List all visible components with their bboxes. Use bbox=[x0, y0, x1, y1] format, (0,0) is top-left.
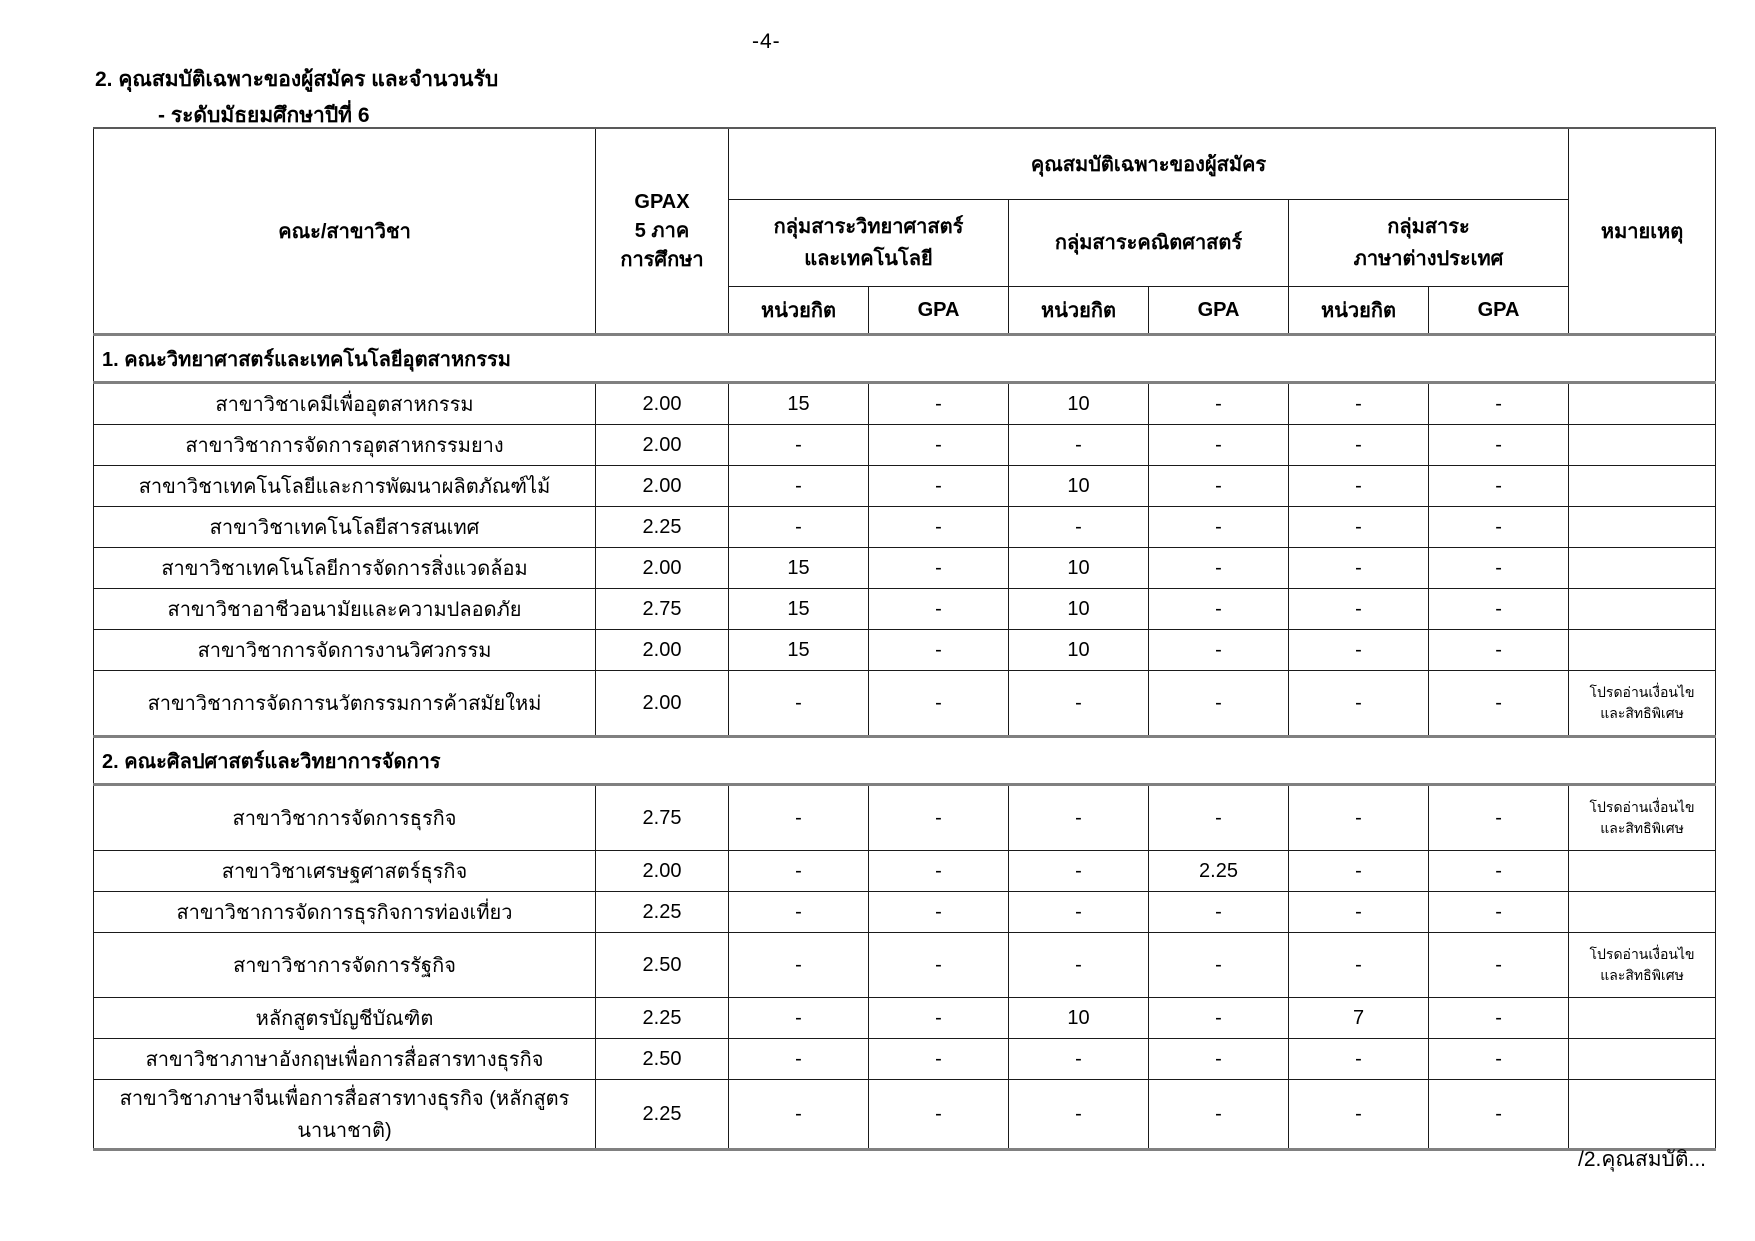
sub-heading: - ระดับมัธยมศึกษาปีที่ 6 bbox=[158, 104, 370, 127]
gpax-value: 2.00 bbox=[596, 425, 729, 466]
science-gpa-value: - bbox=[869, 998, 1009, 1039]
science-gpa-value: - bbox=[869, 1039, 1009, 1080]
program-row bbox=[94, 425, 1716, 466]
program-name: สาขาวิชาอาชีวอนามัยและความปลอดภัย bbox=[94, 589, 596, 630]
language-group-line1: กลุ่มสาระ bbox=[1387, 216, 1470, 238]
note-value bbox=[1569, 851, 1716, 892]
math-credit-value: - bbox=[1009, 933, 1149, 998]
table-header bbox=[94, 128, 1716, 335]
program-name: สาขาวิชาเคมีเพื่ออุตสาหกรรม bbox=[94, 383, 596, 425]
language-gpa-value: - bbox=[1429, 933, 1569, 998]
math-credit-value: 10 bbox=[1009, 630, 1149, 671]
program-name: สาขาวิชาการจัดการธุรกิจ bbox=[94, 785, 596, 851]
math-credit-value: - bbox=[1009, 1080, 1149, 1150]
table-body bbox=[94, 335, 1716, 1150]
science-gpa-value: - bbox=[869, 892, 1009, 933]
science-credit-value: - bbox=[729, 998, 869, 1039]
note-value bbox=[1569, 998, 1716, 1039]
language-gpa-value: - bbox=[1429, 785, 1569, 851]
language-credit-value: - bbox=[1289, 630, 1429, 671]
math-gpa-value: - bbox=[1149, 383, 1289, 425]
science-credit-value: 15 bbox=[729, 548, 869, 589]
science-gpa-value: - bbox=[869, 383, 1009, 425]
gpax-line2: 5 ภาค bbox=[634, 219, 690, 242]
science-group-line2: และเทคโนโลยี bbox=[804, 248, 933, 270]
faculty-section-row bbox=[94, 335, 1716, 383]
language-gpa-value: - bbox=[1429, 1039, 1569, 1080]
program-name: สาขาวิชาการจัดการงานวิศวกรรม bbox=[94, 630, 596, 671]
science-credit-value: - bbox=[729, 892, 869, 933]
gpax-value: 2.25 bbox=[596, 507, 729, 548]
program-row bbox=[94, 630, 1716, 671]
program-name: สาขาวิชาเทคโนโลยีและการพัฒนาผลิตภัณฑ์ไม้ bbox=[94, 466, 596, 507]
math-credit-value: - bbox=[1009, 507, 1149, 548]
math-gpa-value: - bbox=[1149, 630, 1289, 671]
language-credit-value: - bbox=[1289, 548, 1429, 589]
language-credit-value: - bbox=[1289, 425, 1429, 466]
program-row bbox=[94, 998, 1716, 1039]
program-name: สาขาวิชาเศรษฐศาสตร์ธุรกิจ bbox=[94, 851, 596, 892]
math-credit-value: - bbox=[1009, 1039, 1149, 1080]
science-gpa-value: - bbox=[869, 630, 1009, 671]
faculty-section-title: 1. คณะวิทยาศาสตร์และเทคโนโลยีอุตสาหกรรม bbox=[94, 335, 1716, 383]
math-credit-value: 10 bbox=[1009, 548, 1149, 589]
page-number: -4- bbox=[752, 30, 781, 53]
gpax-value: 2.25 bbox=[596, 998, 729, 1039]
gpax-value: 2.00 bbox=[596, 851, 729, 892]
program-row bbox=[94, 851, 1716, 892]
math-gpa-value: - bbox=[1149, 671, 1289, 737]
science-credit-value: 15 bbox=[729, 630, 869, 671]
program-name: สาขาวิชาการจัดการธุรกิจการท่องเที่ยว bbox=[94, 892, 596, 933]
math-group-header bbox=[1009, 200, 1289, 287]
language-credit-value: - bbox=[1289, 1080, 1429, 1150]
science-credit-value: - bbox=[729, 425, 869, 466]
program-row bbox=[94, 933, 1716, 998]
language-credit-value: - bbox=[1289, 671, 1429, 737]
program-name: สาขาวิชาเทคโนโลยีสารสนเทศ bbox=[94, 507, 596, 548]
science-group-line1: กลุ่มสาระวิทยาศาสตร์ bbox=[773, 216, 964, 238]
gpax-value: 2.75 bbox=[596, 589, 729, 630]
program-name: สาขาวิชาการจัดการนวัตกรรมการค้าสมัยใหม่ bbox=[94, 671, 596, 737]
qualifications-table bbox=[93, 127, 1716, 1151]
science-credit-header: หน่วยกิต bbox=[729, 287, 869, 335]
science-gpa-value: - bbox=[869, 785, 1009, 851]
science-gpa-header: GPA bbox=[869, 287, 1009, 335]
math-gpa-value: - bbox=[1149, 785, 1289, 851]
language-gpa-value: - bbox=[1429, 851, 1569, 892]
language-gpa-header: GPA bbox=[1429, 287, 1569, 335]
note-line: และสิทธิพิเศษ bbox=[1600, 820, 1684, 836]
science-gpa-value: - bbox=[869, 851, 1009, 892]
note-line: โปรดอ่านเงื่อนไข bbox=[1589, 684, 1695, 700]
math-group-line1: กลุ่มสาระคณิตศาสตร์ bbox=[1054, 232, 1243, 254]
language-credit-value: - bbox=[1289, 785, 1429, 851]
math-gpa-value: - bbox=[1149, 1039, 1289, 1080]
note-value bbox=[1569, 630, 1716, 671]
program-row bbox=[94, 1080, 1716, 1150]
language-credit-value: - bbox=[1289, 933, 1429, 998]
math-credit-value: - bbox=[1009, 671, 1149, 737]
program-row bbox=[94, 671, 1716, 737]
gpax-column-header bbox=[596, 128, 729, 335]
program-name: สาขาวิชาภาษาอังกฤษเพื่อการสื่อสารทางธุรกิจ bbox=[94, 1039, 596, 1080]
language-gpa-value: - bbox=[1429, 548, 1569, 589]
science-gpa-value: - bbox=[869, 589, 1009, 630]
program-row bbox=[94, 892, 1716, 933]
note-column-header: หมายเหตุ bbox=[1569, 128, 1716, 335]
language-gpa-value: - bbox=[1429, 892, 1569, 933]
program-row bbox=[94, 785, 1716, 851]
math-credit-value: 10 bbox=[1009, 998, 1149, 1039]
gpax-value: 2.50 bbox=[596, 1039, 729, 1080]
science-gpa-value: - bbox=[869, 425, 1009, 466]
program-row bbox=[94, 507, 1716, 548]
language-gpa-value: - bbox=[1429, 671, 1569, 737]
qualifications-group-header: คุณสมบัติเฉพาะของผู้สมัคร bbox=[729, 128, 1569, 200]
program-row bbox=[94, 466, 1716, 507]
gpax-value: 2.00 bbox=[596, 671, 729, 737]
language-gpa-value: - bbox=[1429, 466, 1569, 507]
math-gpa-value: - bbox=[1149, 507, 1289, 548]
header-row-top bbox=[94, 128, 1716, 200]
math-credit-value: 10 bbox=[1009, 589, 1149, 630]
math-gpa-value: - bbox=[1149, 466, 1289, 507]
note-value bbox=[1569, 671, 1716, 737]
gpax-value: 2.50 bbox=[596, 933, 729, 998]
math-gpa-value: - bbox=[1149, 933, 1289, 998]
language-credit-value: - bbox=[1289, 851, 1429, 892]
gpax-value: 2.25 bbox=[596, 1080, 729, 1150]
math-credit-value: - bbox=[1009, 425, 1149, 466]
note-line: โปรดอ่านเงื่อนไข bbox=[1589, 799, 1695, 815]
note-line: โปรดอ่านเงื่อนไข bbox=[1589, 946, 1695, 962]
language-credit-value: - bbox=[1289, 892, 1429, 933]
gpax-value: 2.00 bbox=[596, 383, 729, 425]
math-credit-value: 10 bbox=[1009, 383, 1149, 425]
science-credit-value: 15 bbox=[729, 589, 869, 630]
science-credit-value: - bbox=[729, 933, 869, 998]
program-row bbox=[94, 548, 1716, 589]
program-name: สาขาวิชาการจัดการอุตสาหกรรมยาง bbox=[94, 425, 596, 466]
language-credit-value: - bbox=[1289, 383, 1429, 425]
language-gpa-value: - bbox=[1429, 383, 1569, 425]
math-gpa-value: - bbox=[1149, 425, 1289, 466]
language-credit-value: 7 bbox=[1289, 998, 1429, 1039]
faculty-section-title: 2. คณะศิลปศาสตร์และวิทยาการจัดการ bbox=[94, 737, 1716, 785]
gpax-line3: การศึกษา bbox=[620, 248, 704, 271]
language-credit-value: - bbox=[1289, 589, 1429, 630]
note-value bbox=[1569, 892, 1716, 933]
faculty-column-header: คณะ/สาขาวิชา bbox=[94, 128, 596, 335]
science-credit-value: - bbox=[729, 1039, 869, 1080]
note-value bbox=[1569, 507, 1716, 548]
science-credit-value: - bbox=[729, 1080, 869, 1150]
faculty-section-row bbox=[94, 737, 1716, 785]
science-credit-value: - bbox=[729, 507, 869, 548]
language-credit-value: - bbox=[1289, 507, 1429, 548]
math-credit-value: 10 bbox=[1009, 466, 1149, 507]
math-gpa-value: - bbox=[1149, 1080, 1289, 1150]
program-name: สาขาวิชาการจัดการรัฐกิจ bbox=[94, 933, 596, 998]
language-gpa-value: - bbox=[1429, 425, 1569, 466]
program-name: สาขาวิชาเทคโนโลยีการจัดการสิ่งแวดล้อม bbox=[94, 548, 596, 589]
math-gpa-value: 2.25 bbox=[1149, 851, 1289, 892]
note-line: และสิทธิพิเศษ bbox=[1600, 967, 1684, 983]
science-credit-value: - bbox=[729, 785, 869, 851]
note-value bbox=[1569, 466, 1716, 507]
program-row bbox=[94, 383, 1716, 425]
science-gpa-value: - bbox=[869, 507, 1009, 548]
math-gpa-header: GPA bbox=[1149, 287, 1289, 335]
gpax-value: 2.75 bbox=[596, 785, 729, 851]
math-credit-value: - bbox=[1009, 785, 1149, 851]
math-gpa-value: - bbox=[1149, 892, 1289, 933]
science-credit-value: - bbox=[729, 851, 869, 892]
language-gpa-value: - bbox=[1429, 998, 1569, 1039]
science-group-header bbox=[729, 200, 1009, 287]
program-name: สาขาวิชาภาษาจีนเพื่อการสื่อสารทางธุรกิจ (หลักสูตรนานาชาติ) bbox=[94, 1080, 596, 1150]
program-row bbox=[94, 589, 1716, 630]
language-credit-header: หน่วยกิต bbox=[1289, 287, 1429, 335]
gpax-value: 2.00 bbox=[596, 466, 729, 507]
science-gpa-value: - bbox=[869, 466, 1009, 507]
language-group-header bbox=[1289, 200, 1569, 287]
math-gpa-value: - bbox=[1149, 548, 1289, 589]
note-value bbox=[1569, 589, 1716, 630]
program-row bbox=[94, 1039, 1716, 1080]
language-gpa-value: - bbox=[1429, 1080, 1569, 1150]
language-credit-value: - bbox=[1289, 466, 1429, 507]
math-gpa-value: - bbox=[1149, 589, 1289, 630]
science-credit-value: - bbox=[729, 671, 869, 737]
note-value bbox=[1569, 383, 1716, 425]
page-footer-continuation: /2.คุณสมบัติ... bbox=[1578, 1148, 1707, 1171]
science-credit-value: 15 bbox=[729, 383, 869, 425]
math-credit-value: - bbox=[1009, 851, 1149, 892]
science-credit-value: - bbox=[729, 466, 869, 507]
science-gpa-value: - bbox=[869, 671, 1009, 737]
math-gpa-value: - bbox=[1149, 998, 1289, 1039]
note-value bbox=[1569, 548, 1716, 589]
language-credit-value: - bbox=[1289, 1039, 1429, 1080]
program-name: หลักสูตรบัญชีบัณฑิต bbox=[94, 998, 596, 1039]
math-credit-value: - bbox=[1009, 892, 1149, 933]
science-gpa-value: - bbox=[869, 1080, 1009, 1150]
gpax-value: 2.00 bbox=[596, 548, 729, 589]
language-group-line2: ภาษาต่างประเทศ bbox=[1353, 248, 1504, 270]
note-value bbox=[1569, 933, 1716, 998]
math-credit-header: หน่วยกิต bbox=[1009, 287, 1149, 335]
note-line: และสิทธิพิเศษ bbox=[1600, 705, 1684, 721]
science-gpa-value: - bbox=[869, 548, 1009, 589]
note-value bbox=[1569, 425, 1716, 466]
language-gpa-value: - bbox=[1429, 589, 1569, 630]
note-value bbox=[1569, 1039, 1716, 1080]
science-gpa-value: - bbox=[869, 933, 1009, 998]
note-value bbox=[1569, 1080, 1716, 1150]
section-heading: 2. คุณสมบัติเฉพาะของผู้สมัคร และจำนวนรับ bbox=[95, 68, 499, 91]
note-value bbox=[1569, 785, 1716, 851]
language-gpa-value: - bbox=[1429, 630, 1569, 671]
gpax-value: 2.00 bbox=[596, 630, 729, 671]
gpax-value: 2.25 bbox=[596, 892, 729, 933]
language-gpa-value: - bbox=[1429, 507, 1569, 548]
gpax-line1: GPAX bbox=[634, 190, 690, 213]
